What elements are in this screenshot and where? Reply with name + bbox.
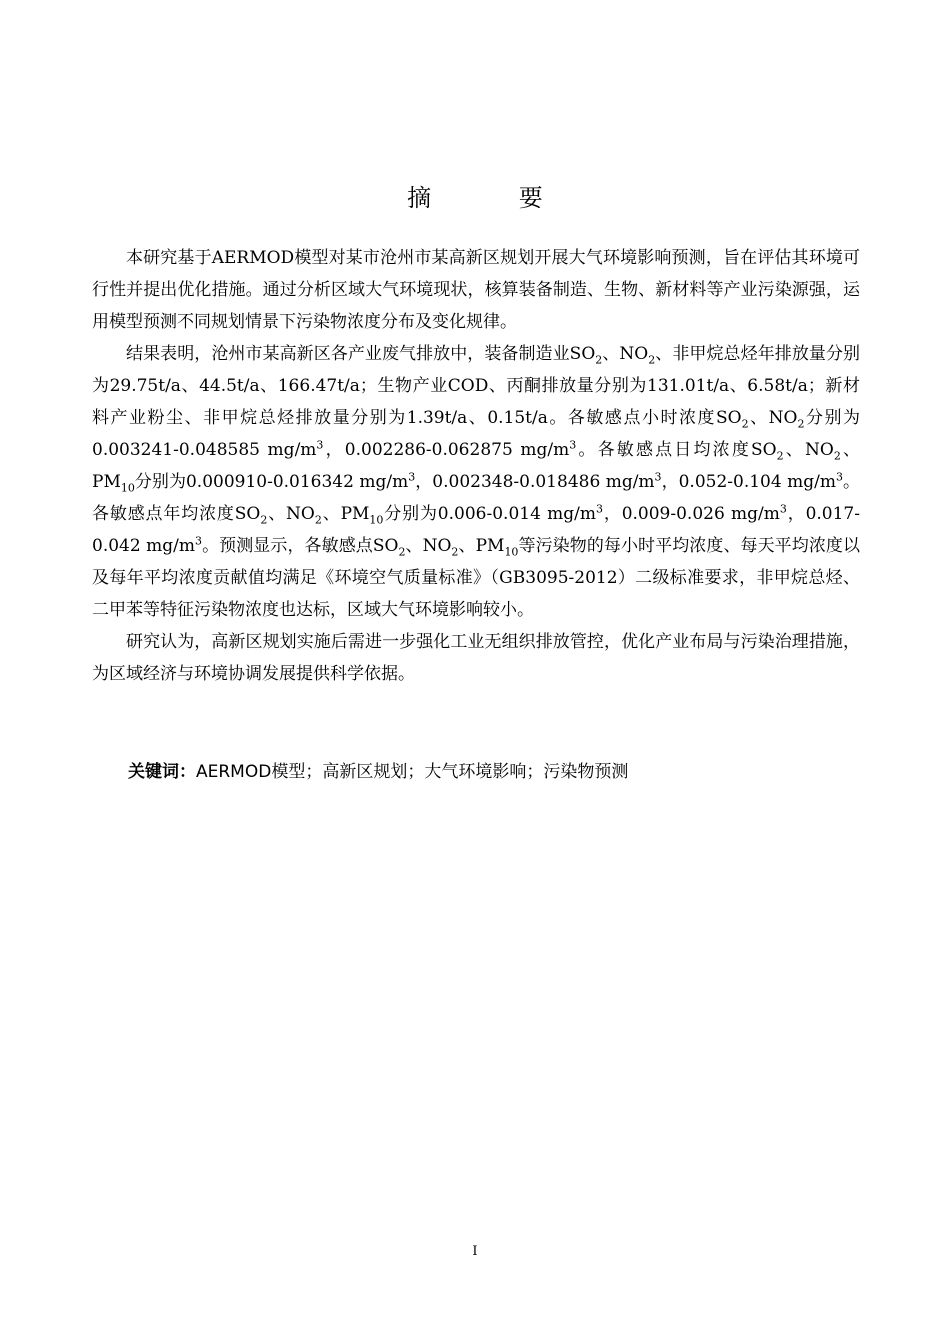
abstract-body [92, 242, 860, 690]
paragraph-conclusion: 研究认为，高新区规划实施后需进一步强化工业无组织排放管控，优化产业布局与污染治理措施，为区域经济与环境协调发展提供科学依据。 [92, 632, 860, 684]
paragraph-results: 结果表明，沧州市某高新区各产业废气排放中，装备制造业$SO_2$、$NO_2$、非甲烷总烃年排放量分别为29.75t/a、44.5t/a、166.47t/a；生物产业COD、丙酮排放量分别为131.01t/a、6.58t/a；新材料产业粉尘、非甲烷总烃排放量分别为1.39t/a、0.15t/a。各敏感点小时浓度$SO_2$、$NO_2$分别为0.003241-0.048585 $mg/m^3$，0.002286-0.062875 $mg/m^3$。各敏感点日均浓度$SO_2$、$NO_2$、$PM_{10}$分别为0.000910-0.016342 $mg/m^3$，0.002348-0.018486 $mg/m^3$，0.052-0.104 $mg/m^3$。各敏感点年均浓度$SO_2$、$NO_2$、$PM_{10}$分别为0.006-0.014 $mg/m^3$，0.009-0.026 $mg/m^3$，0.017-0.042 $mg/m^3$。预测显示，各敏感点$SO_2$、$NO_2$、$PM_{10}$等污染物的每小时平均浓度、每天平均浓度以及每年平均浓度贡献值均满足《环境空气质量标准》（GB3095-2012）二级标准要求，非甲烷总烃、二甲苯等特征污染物浓度也达标，区域大气环境影响较小。 [92, 344, 861, 620]
keywords-list: AERMOD模型；高新区规划；大气环境影响；污染物预测 [196, 762, 629, 782]
page-number: I [472, 1244, 478, 1259]
keywords-line [128, 756, 628, 788]
abstract-title: 摘 要 [407, 184, 583, 212]
keywords-label: 关键词： [128, 762, 196, 782]
paragraph-intro: 本研究基于AERMOD模型对某市沧州市某高新区规划开展大气环境影响预测，旨在评估其环境可行性并提出优化措施。通过分析区域大气环境现状，核算装备制造、生物、新材料等产业污染源强，运用模型预测不同规划情景下污染物浓度分布及变化规律。 [92, 248, 860, 332]
